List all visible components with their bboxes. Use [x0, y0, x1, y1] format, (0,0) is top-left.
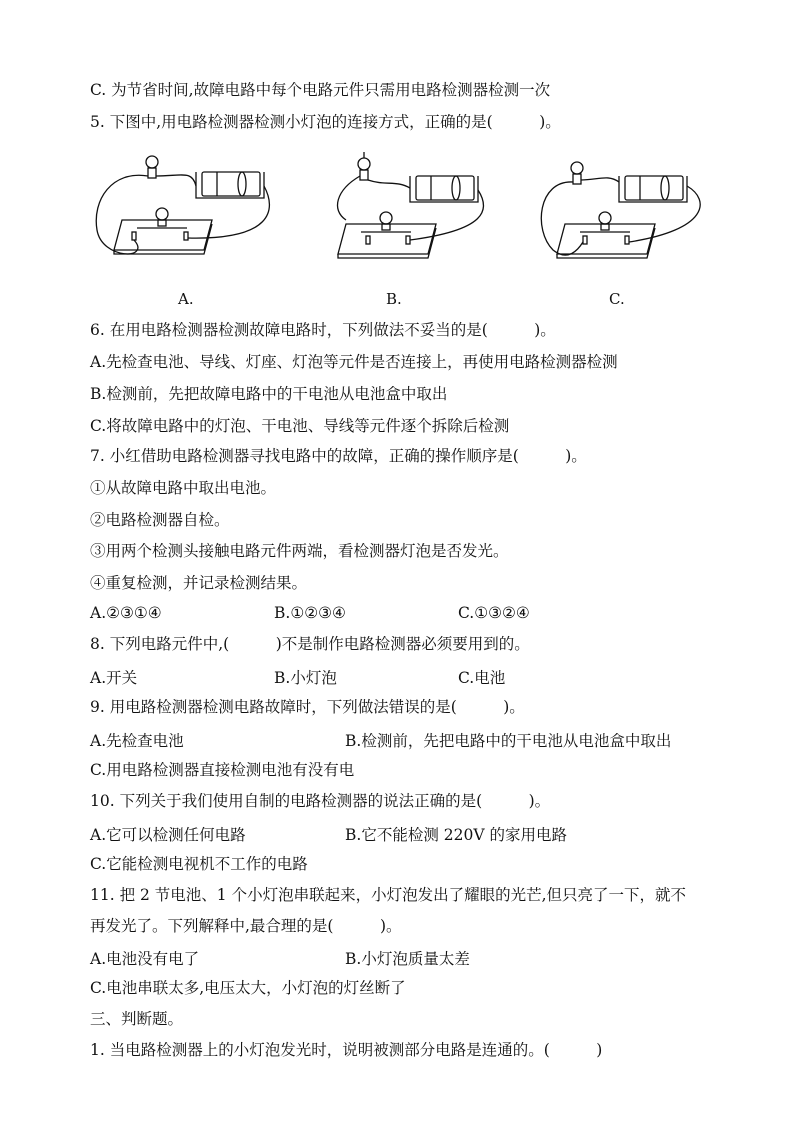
question-6-option-a: A.先检查电池、导线、灯座、灯泡等元件是否连接上，再使用电路检测器检测	[90, 353, 618, 371]
question-9: 9. 用电路检测器检测电路故障时，下列做法错误的是( )。	[90, 698, 525, 716]
question-11-option-a: A.电池没有电了	[90, 950, 200, 968]
question-5: 5. 下图中,用电路检测器检测小灯泡的连接方式，正确的是( )。	[90, 113, 561, 131]
question-9-option-a: A.先检查电池	[90, 732, 184, 750]
question-8-option-a: A.开关	[90, 669, 138, 687]
question-7-step-4: ④重复检测，并记录检测结果。	[90, 574, 308, 592]
figure-b	[326, 150, 496, 275]
figure-a	[92, 150, 282, 275]
question-7: 7. 小红借助电路检测器寻找电路中的故障，正确的操作顺序是( )。	[90, 447, 587, 465]
question-11-continued: 再发光了。下列解释中,最合理的是( )。	[90, 917, 402, 935]
question-7-step-2: ②电路检测器自检。	[90, 511, 230, 529]
question-11: 11. 把 2 节电池、1 个小灯泡串联起来，小灯泡发出了耀眼的光芒,但只亮了一下，就不	[90, 886, 687, 904]
judgment-1: 1. 当电路检测器上的小灯泡发光时，说明被测部分电路是连通的。( )	[90, 1041, 603, 1059]
question-8: 8. 下列电路元件中,( )不是制作电路检测器必须要用到的。	[90, 635, 530, 653]
question-10-option-b: B.它不能检测 220V 的家用电路	[345, 826, 567, 844]
question-11-option-b: B.小灯泡质量太差	[345, 950, 470, 968]
figure-c	[533, 150, 713, 275]
question-6: 6. 在用电路检测器检测故障电路时，下列做法不妥当的是( )。	[90, 321, 556, 339]
question-7-option-c: C.①③②④	[458, 604, 530, 622]
section-3-heading: 三、判断题。	[90, 1010, 184, 1028]
circuit-diagram-b	[326, 150, 496, 275]
question-7-option-b: B.①②③④	[274, 604, 346, 622]
question-6-option-b: B.检测前，先把故障电路中的干电池从电池盒中取出	[90, 385, 448, 403]
question-7-step-3: ③用两个检测头接触电路元件两端，看检测器灯泡是否发光。	[90, 542, 509, 560]
question-7-step-1: ①从故障电路中取出电池。	[90, 479, 277, 497]
figure-label-c: C.	[609, 290, 625, 308]
question-9-option-c: C.用电路检测器直接检测电池有没有电	[90, 761, 355, 779]
question-8-option-b: B.小灯泡	[274, 669, 337, 687]
question-10-option-c: C.它能检测电视机不工作的电路	[90, 855, 308, 873]
question-10: 10. 下列关于我们使用自制的电路检测器的说法正确的是( )。	[90, 792, 551, 810]
line-c-prev: C. 为节省时间,故障电路中每个电路元件只需用电路检测器检测一次	[90, 81, 551, 99]
question-11-option-c: C.电池串联太多,电压太大，小灯泡的灯丝断了	[90, 979, 406, 997]
figure-label-b: B.	[386, 290, 402, 308]
circuit-diagram-a	[92, 150, 282, 275]
question-6-option-c: C.将故障电路中的灯泡、干电池、导线等元件逐个拆除后检测	[90, 417, 510, 435]
question-7-option-a: A.②③①④	[90, 604, 162, 622]
figure-label-a: A.	[178, 290, 194, 308]
question-8-option-c: C.电池	[458, 669, 506, 687]
question-9-option-b: B.检测前，先把电路中的干电池从电池盒中取出	[345, 732, 672, 750]
question-10-option-a: A.它可以检测任何电路	[90, 826, 246, 844]
circuit-diagram-c	[533, 150, 713, 275]
